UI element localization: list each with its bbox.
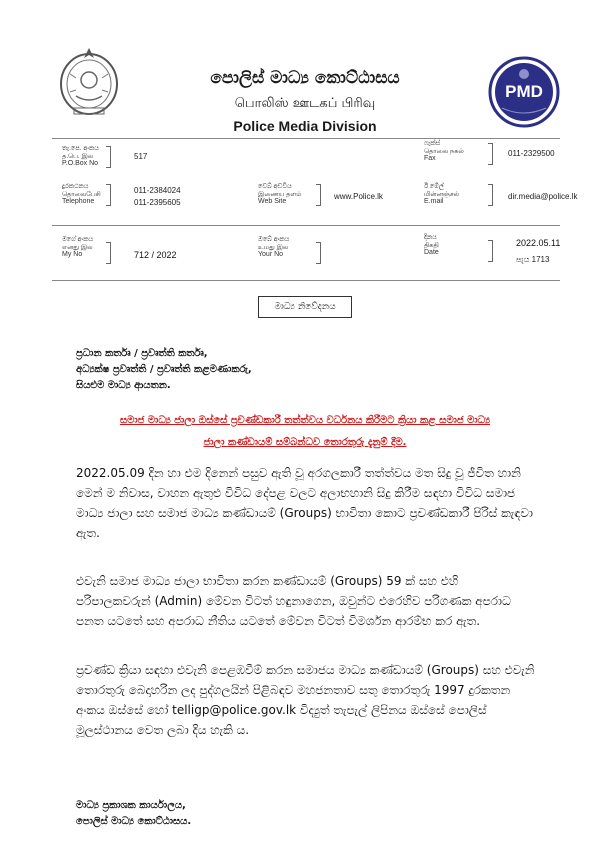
email-value: dir.media@police.lk [508,192,578,201]
time-prefix: පැය [516,255,530,264]
my-no-value: 712 / 2022 [134,250,177,260]
header-bottom-divider [52,280,560,281]
website-label: වෙබ් අඩවිය இணைய தளம் Web Site [258,183,302,205]
po-box-label: තැ.පෙ. අංකය த.பெ. இல P.O.Box No [62,145,99,167]
fax-value: 011-2329500 [508,149,555,158]
body-paragraph-1: 2022.05.09 දින හා එම දිනෙන් පසුව ඇති වූ අරගලකාරී තත්ත්වය මත සිදු වූ ජීවිත හානි මෙන් ම නිවාස, වාහන ඇතුළු විවිධ දේපළ වලට අලාභහානි සිදු කිරීම සඳහා විවිධ සමාජ මාධ්‍ය ජාලා සහ සමාජ මාධ්‍ය කණ්ඩායම් (Groups) භාවිතා කොට ප්‍රචණ්ඩකාරී පිරිස් කැඳවා ඇත. [76,466,533,540]
pmd-logo-text: PMD [505,82,543,101]
date-label: දිනය திகதி Date [424,234,439,256]
time-number: 1713 [531,255,550,264]
pmd-logo [488,56,560,128]
po-box-brace [104,146,111,168]
title-english: Police Media Division [233,118,377,134]
your-no-label: ඔබේ අංකය உமது இல Your No [258,236,290,258]
heading-line-2: ජාලා කණ්ඩායම් සම්බන්ධව තොරතුරු දැනුම් දීම. [203,437,407,448]
telephone-value-2: 011-2395605 [134,198,181,207]
email-brace [486,184,493,206]
date-brace [486,240,493,262]
fax-brace [486,143,493,165]
title-tamil: பொலிஸ் ஊடகப் பிரிவு [234,96,376,111]
fields-divider [52,225,560,226]
signoff-line-2: පොලිස් මාධ්‍ය කොට්ඨාසය. [76,816,192,827]
my-no-brace [104,242,111,264]
media-release-title-box: මාධ්‍ය නිවේදනය [258,296,352,318]
fax-label: ෆැක්ස් தொலை நகல் Fax [424,140,464,162]
email-label: ඊ මේල් மின்னஞ்சல் E.mail [424,183,459,205]
signoff-block [76,798,536,830]
header-divider [52,138,560,139]
title-sinhala: පොලිස් මාධ්‍ය කොට්ඨාසය [210,68,400,88]
po-box-value: 517 [134,152,148,161]
addressee-line-3: සියළුම මාධ්‍ය ආයතන. [76,380,171,391]
telephone-label: දුරකථනය தொலைபேசி Telephone [62,183,101,205]
website-brace [314,184,321,206]
body-paragraph-3: ප්‍රචණ්ඩ ක්‍රියා සඳහා එවැනි පෙළඹවීම් කරන සමාජය මාධ්‍ය කණ්ඩායම් (Groups) සහ එවැනි තොරතුරු බෙදාහරින ලද පුද්ගලයින් පිළිබඳව මහජනතාව සතු තොරතුරු 1997 දුරකතන අංකය ඔස්සේ හෝ telligp@police.gov.lk විද්‍යුත් තැපැල් ලිපිනය ඔස්සේ පොලිස් මූලස්ථානය වෙත ලබා දිය හැකි ය. [76,663,535,737]
time-value [516,255,549,265]
addressee-line-1: ප්‍රධාන කර්තෘ / ප්‍රවෘත්ති කර්තෘ, [76,348,208,359]
heading-line-1: සමාජ මාධ්‍ය ජාලා ඔස්සේ ප්‍රචණ්ඩකාරී තත්ත්වය වර්ධනය කිරීමට ක්‍රියා කළ සමාජ මාධ්‍ය [119,415,491,426]
addressee-block [76,346,536,394]
your-no-brace [314,242,321,264]
telephone-value-1: 011-2384024 [134,186,181,195]
body-paragraph-2: එවැනි සමාජ මාධ්‍ය ජාලා භාවිතා කරන කණ්ඩායම් (Groups) 59 ක් සහ එහි පරිපාලකවරුන් (Admin) මේවන විටත් හඳුනාගෙන, ඔවුන්ට එරෙහිව පරිගණක අපරාධ පනත යටතේ සහ අපරාධ නීතිය යටතේ මේවන විටත් විමර්ශන ආරම්භ කර ඇත. [76,574,511,628]
addressee-line-2: අධ්‍යක්ෂ ප්‍රවෘත්ති / ප්‍රවෘත්ති කළමණාකරු, [76,364,252,375]
my-no-label: මගේ අංකය எனது இல My No [62,236,94,258]
date-value: 2022.05.11 [516,238,561,248]
police-emblem-logo [56,44,122,118]
telephone-brace [104,184,111,206]
signoff-line-1: මාධ්‍ය ප්‍රකාශක කාර්යාලය, [76,800,186,811]
website-value: www.Police.lk [334,192,383,201]
